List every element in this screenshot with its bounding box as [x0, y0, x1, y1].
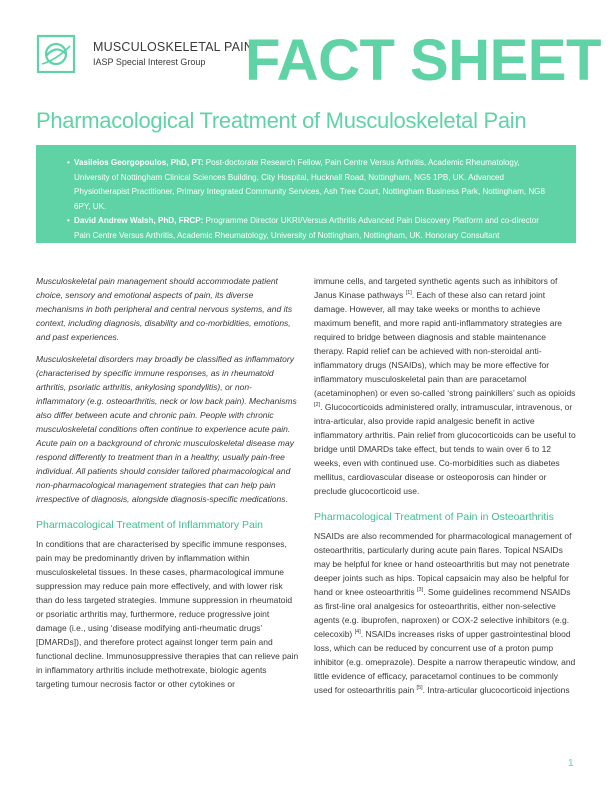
reference-marker[interactable]: [3] [417, 587, 424, 594]
iasp-logo-icon [36, 34, 76, 74]
body-paragraph: immune cells, and targeted synthetic agents such as inhibitors of Janus Kinase pathways [1]. Each of these also can retard joint damage. However, all may take weeks or months to achieve maximum benefit, and more rapid anti-inflammatory strategies are required to bridge between diagnosis and stable maintenance therapy. Rapid relief can be achieved with non-steroidal anti-inflammatory drugs (NSAIDs), which may be more effective for inflammatory musculoskeletal pain than are paracetamol (acetaminophen) or even so-called ‘strong painkillers’ such as opioids [2]. Glucocorticoids administered orally, intramuscular, intravenous, or intra-articular, also provide rapid analgesic benefit in active inflammatory arthritis. Pain relief from glucocorticoids can be useful to bridge until DMARDs take effect, but tends to wain over 6 to 12 weeks, even with continued use. Co-morbidities such as diabetes mellitus, cardiovascular disease or osteoporosis can hinder or preclude glucocorticoid use. [314, 276, 576, 496]
author-item [74, 214, 554, 258]
author-name: Vasileios Georgopoulos, PhD, PT: [74, 158, 204, 167]
reference-marker[interactable]: [4] [354, 629, 361, 636]
reference-marker[interactable]: [5] [416, 685, 423, 692]
left-column [36, 274, 300, 699]
reference-marker[interactable]: [1] [405, 290, 412, 297]
reference-marker[interactable]: [2] [314, 402, 321, 409]
intro-paragraph: Musculoskeletal pain management should accommodate patient choice, sensory and emotional aspects of pain, its diverse mechanisms in both peripheral and central nervous systems, and its context, including diagnosis, disability and co-morbidities, emotions, and past experiences. [36, 276, 293, 342]
section-heading: Pharmacological Treatment of Pain in Osteoarthritis [314, 511, 554, 523]
body-paragraph: NSAIDs are also recommended for pharmacological management of osteoarthritis, particularly during acute pain flares. Topical NSAIDs may be helpful for knee or hand osteoarthritis but may not penetrate deeper joints such as hips. Topical capsaicin may also be helpful for hand or knee osteoarthritis [3]. Some guidelines recommend NSAIDs as first-line oral analgesics for osteoarthritis, either non-selective agents (e.g. ibuprofen, naproxen) or COX-2 selective inhibitors (e.g. celecoxib) [4]. NSAIDs increases risks of upper gastrointestinal blood loss, which can be reduced by concurrent use of a proton pump inhibitor (e.g. omeprazole). Despite a narrow therapeutic window, and little evidence of efficacy, paracetamol continues to be commonly used for osteoarthritis pain [5]. Intra-articular glucocorticoid injections [314, 531, 576, 695]
author-affiliation: Programme Director UKRI/Versus Arthritis Advanced Pain Discovery Platform and co-director Pain Centre Versus Arthritis, Academic Rheumatology, University of Nottingham, Nottingham, UK. Honorary Consultant Rheumatologist, Sherwood Forest Hospitals NHS Foundation Trust, UK. [74, 216, 539, 255]
fact-sheet-title: FACT SHEET [245, 28, 601, 93]
author-item [74, 156, 554, 214]
org-subtitle: IASP Special Interest Group [93, 57, 206, 67]
org-name: MUSCULOSKELETAL PAIN [93, 40, 254, 54]
body-paragraph: In conditions that are characterised by specific immune responses, pain may be predominantly driven by inflammation within musculoskeletal tissues. In these cases, pharmacological immune suppression may reduce pain more effectively, and with lower risk than do less targeted strategies. Immune suppression in rheumatoid or psoriatic arthritis may, furthermore, reduce progressive joint damage (i.e., using ‘disease modifying anti-rheumatic drugs’ [DMARDs]), and therefore protect against longer term pain and functional decline. Immunosuppressive therapies that can relieve pain in inflammatory arthritis include methotrexate, biologic agents targeting tumour necrosis factor or other cytokines or [36, 539, 299, 689]
intro-paragraph: Musculoskeletal disorders may broadly be classified as inflammatory (characterised by specific immune responses, as in rheumatoid arthritis, psoriatic arthritis, ankylosing spondylitis), or non-inflammatory (e.g. osteoarthritis, neck or low back pain). Mechanisms also differ between acute and chronic pain. People with chronic musculoskeletal conditions often continue to experience acute pain. Acute pain on a background of chronic musculoskeletal disease may respond differently to treatment than in a healthy, usually pain-free individual. All patients should consider tailored pharmacological and non-pharmacological management strategies that can help pain irrespective of diagnosis, alongside diagnosis-specific medications. [36, 354, 297, 504]
page-number: 1 [568, 758, 574, 769]
authors-box [36, 145, 576, 255]
section-heading: Pharmacological Treatment of Inflammatory Pain [36, 519, 264, 531]
page-title: Pharmacological Treatment of Musculoskeletal Pain [36, 108, 527, 133]
right-column [314, 274, 578, 705]
header [0, 0, 612, 100]
author-name: David Andrew Walsh, PhD, FRCP: [74, 216, 204, 226]
author-affiliation: Post-doctorate Research Fellow, Pain Centre Versus Arthritis, Academic Rheumatology, University of Nottingham Clinical Sciences Building, City Hospital, Hucknall Road, Nottingham, NG5 1PB, UK. Advanced Physiotherapist Practitioner, Primary Integrated Community Services, Ash Tree Court, Nottingham Business Park, Nottingham, NG8 6PY, UK. [74, 158, 545, 211]
